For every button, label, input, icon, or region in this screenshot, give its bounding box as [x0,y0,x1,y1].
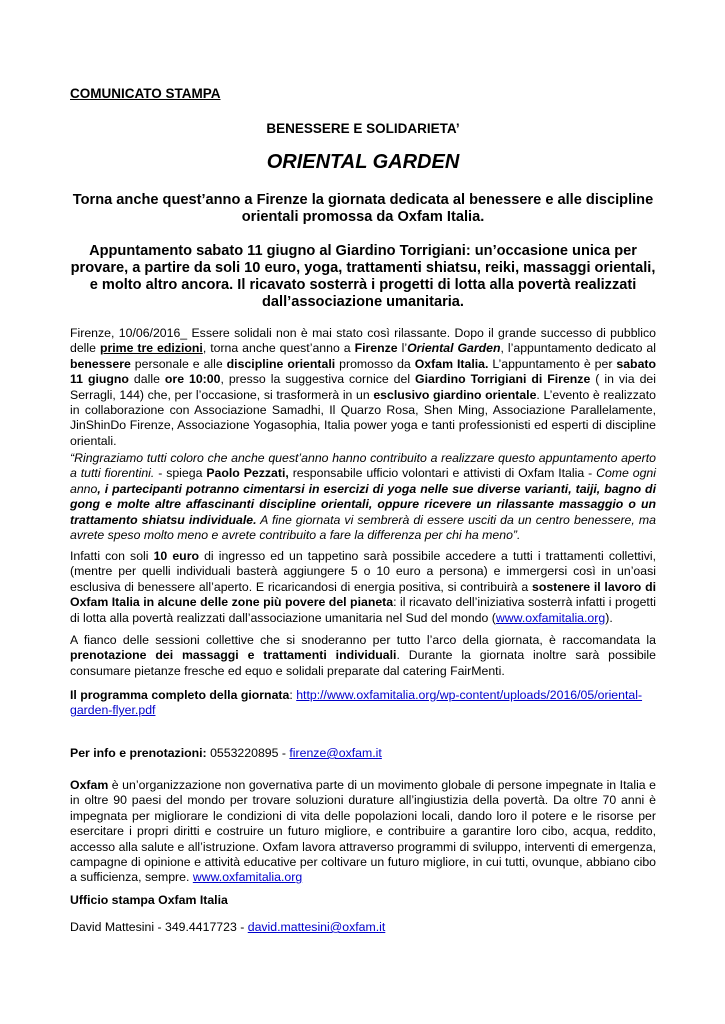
press-office-heading: Ufficio stampa Oxfam Italia [70,893,228,907]
lead2-line1: Appuntamento sabato 11 giugno al Giardino Torrigiani: un’occasione unica per [89,243,637,259]
press-office-contact: David Mattesini - 349.4417723 - david.mattesini@oxfam.it [70,920,386,934]
press-office-email-link[interactable]: david.mattesini@oxfam.it [247,920,386,934]
page-title: ORIENTAL GARDEN [266,151,460,173]
subtitle: BENESSERE E SOLIDARIETA’ [266,121,460,136]
lead-paragraph-1 [70,192,656,226]
paragraph-intro: Firenze, 10/06/2016_ Essere solidali non è mai stato così rilassante. Dopo il grande successo di pubblico delle prime tre edizioni, torna anche quest’anno a Firenze l’Oriental Garden, l’appuntamento dedicato al benessere personale e alle discipline orientali promosso da Oxfam Italia. L’appuntamento è per sabato 11 giugno dalle ore 10:00, presso la suggestiva cornice del Giardino Torrigiani di Firenze ( in via dei Serragli, 144) che, per l’occasione, si trasformerà in un esclusivo giardino orientale. L’evento è realizzato in collaborazione con Associazione Samadhi, Il Quarzo Rosa, Shen Ming, Associazione Parallelamente, JinShinDo Firenze, Associazione Yogasophia, Italia power yoga e tanti professionisti ed esperti di discipline orientali. [70,326,657,448]
info-email-link[interactable]: firenze@oxfam.it [289,746,382,760]
press-release-label: COMUNICATO STAMPA [70,86,221,101]
paragraph-prices: Infatti con soli 10 euro di ingresso ed un tappetino sarà possibile accedere a tutti i trattamenti collettivi, (mentre per quelli individuali basterà aggiungere 5 o 10 euro a persona) e immergersi così in un’oasi esclusiva di benessere all’aperto. E ricaricandosi di energia positiva, si contribuirà a sostenere il lavoro di Oxfam Italia in alcune delle zone più povere del pianeta: il ricavato dell’iniziativa sosterrà infatti i progetti di lotta alla povertà realizzati dall’associazione umanitaria nel Sud del mondo (www.oxfamitalia.org). [70,549,657,625]
lead2-line2: provare, a partire da soli 10 euro, yoga, trattamenti shiatsu, reiki, massaggi orientali, [70,260,656,276]
info-line: Per info e prenotazioni: 0553220895 - firenze@oxfam.it [70,746,382,760]
lead1-line1: Torna anche quest’anno a Firenze la giornata dedicata al benessere e alle discipline [72,192,654,208]
oxfam-site-link-footer[interactable]: www.oxfamitalia.org [192,870,303,885]
paragraph-quote: “Ringraziamo tutti coloro che anche quest’anno hanno contribuito a realizzare questo appuntamento aperto a tutti fiorentini. - spiega Paolo Pezzati, responsabile ufficio volontari e attivisti di Oxfam Italia - Come ogni anno, i partecipanti potranno cimentarsi in esercizi di yoga nelle sue diverse varianti, taiji, bagno di gong e molte altre affascinanti discipline orientali, oppure ricevere un rilassante massaggio o un trattamento shiatsu individuale. A fine giornata vi sembrerà di essere usciti da un centro benessere, ma avrete speso molto meno e avrete contribuito a fare la differenza per chi ha meno”. [70,451,656,543]
lead2-line3: e molto altro ancora. Il ricavato sosterrà i progetti di lotta alla povertà realizzati [89,277,637,293]
oxfam-site-link[interactable]: www.oxfamitalia.org [495,610,606,625]
paragraph-oxfam: Oxfam è un’organizzazione non governativa parte di un movimento globale di persone impegnate in Italia e in oltre 90 paesi del mondo per trovare soluzioni durature all’ingiustizia della povertà. Da oltre 70 anni è impegnata per migliorare le condizioni di vita delle popolazioni locali, dando loro il potere e le risorse per esercitare i propri diritti e costruire un futuro migliore, e contribuire a garantire loro cibo, acqua, reddito, accesso alla salute e all’istruzione. Oxfam lavora attraverso programmi di sviluppo, interventi di emergenza, campagne di opinione e attività educative per coltivare un futuro migliore, in cui tutti, ovunque, abbiano cibo a sufficienza, sempre. www.oxfamitalia.org [70,778,656,885]
program-line: Il programma completo della giornata: http://www.oxfamitalia.org/wp-content/uploads/2016/05/oriental-garden-flyer.pdf [70,688,643,718]
lead-paragraph-2 [70,243,656,311]
paragraph-bookings: A fianco delle sessioni collettive che si snoderanno per tutto l’arco della giornata, è raccomandata la prenotazione dei massaggi e trattamenti individuali. Durante la giornata inoltre sarà possibile consumare pietanze fresche ed equo e solidali preparate dal catering FairMenti. [70,633,656,678]
program-flyer-link[interactable]: http://www.oxfamitalia.org/wp-content/uploads/2016/05/oriental-garden-flyer.pdf [70,688,643,718]
lead1-line2: orientali promossa da Oxfam Italia. [241,209,485,225]
lead2-line4: dall’associazione umanitaria. [262,294,464,310]
